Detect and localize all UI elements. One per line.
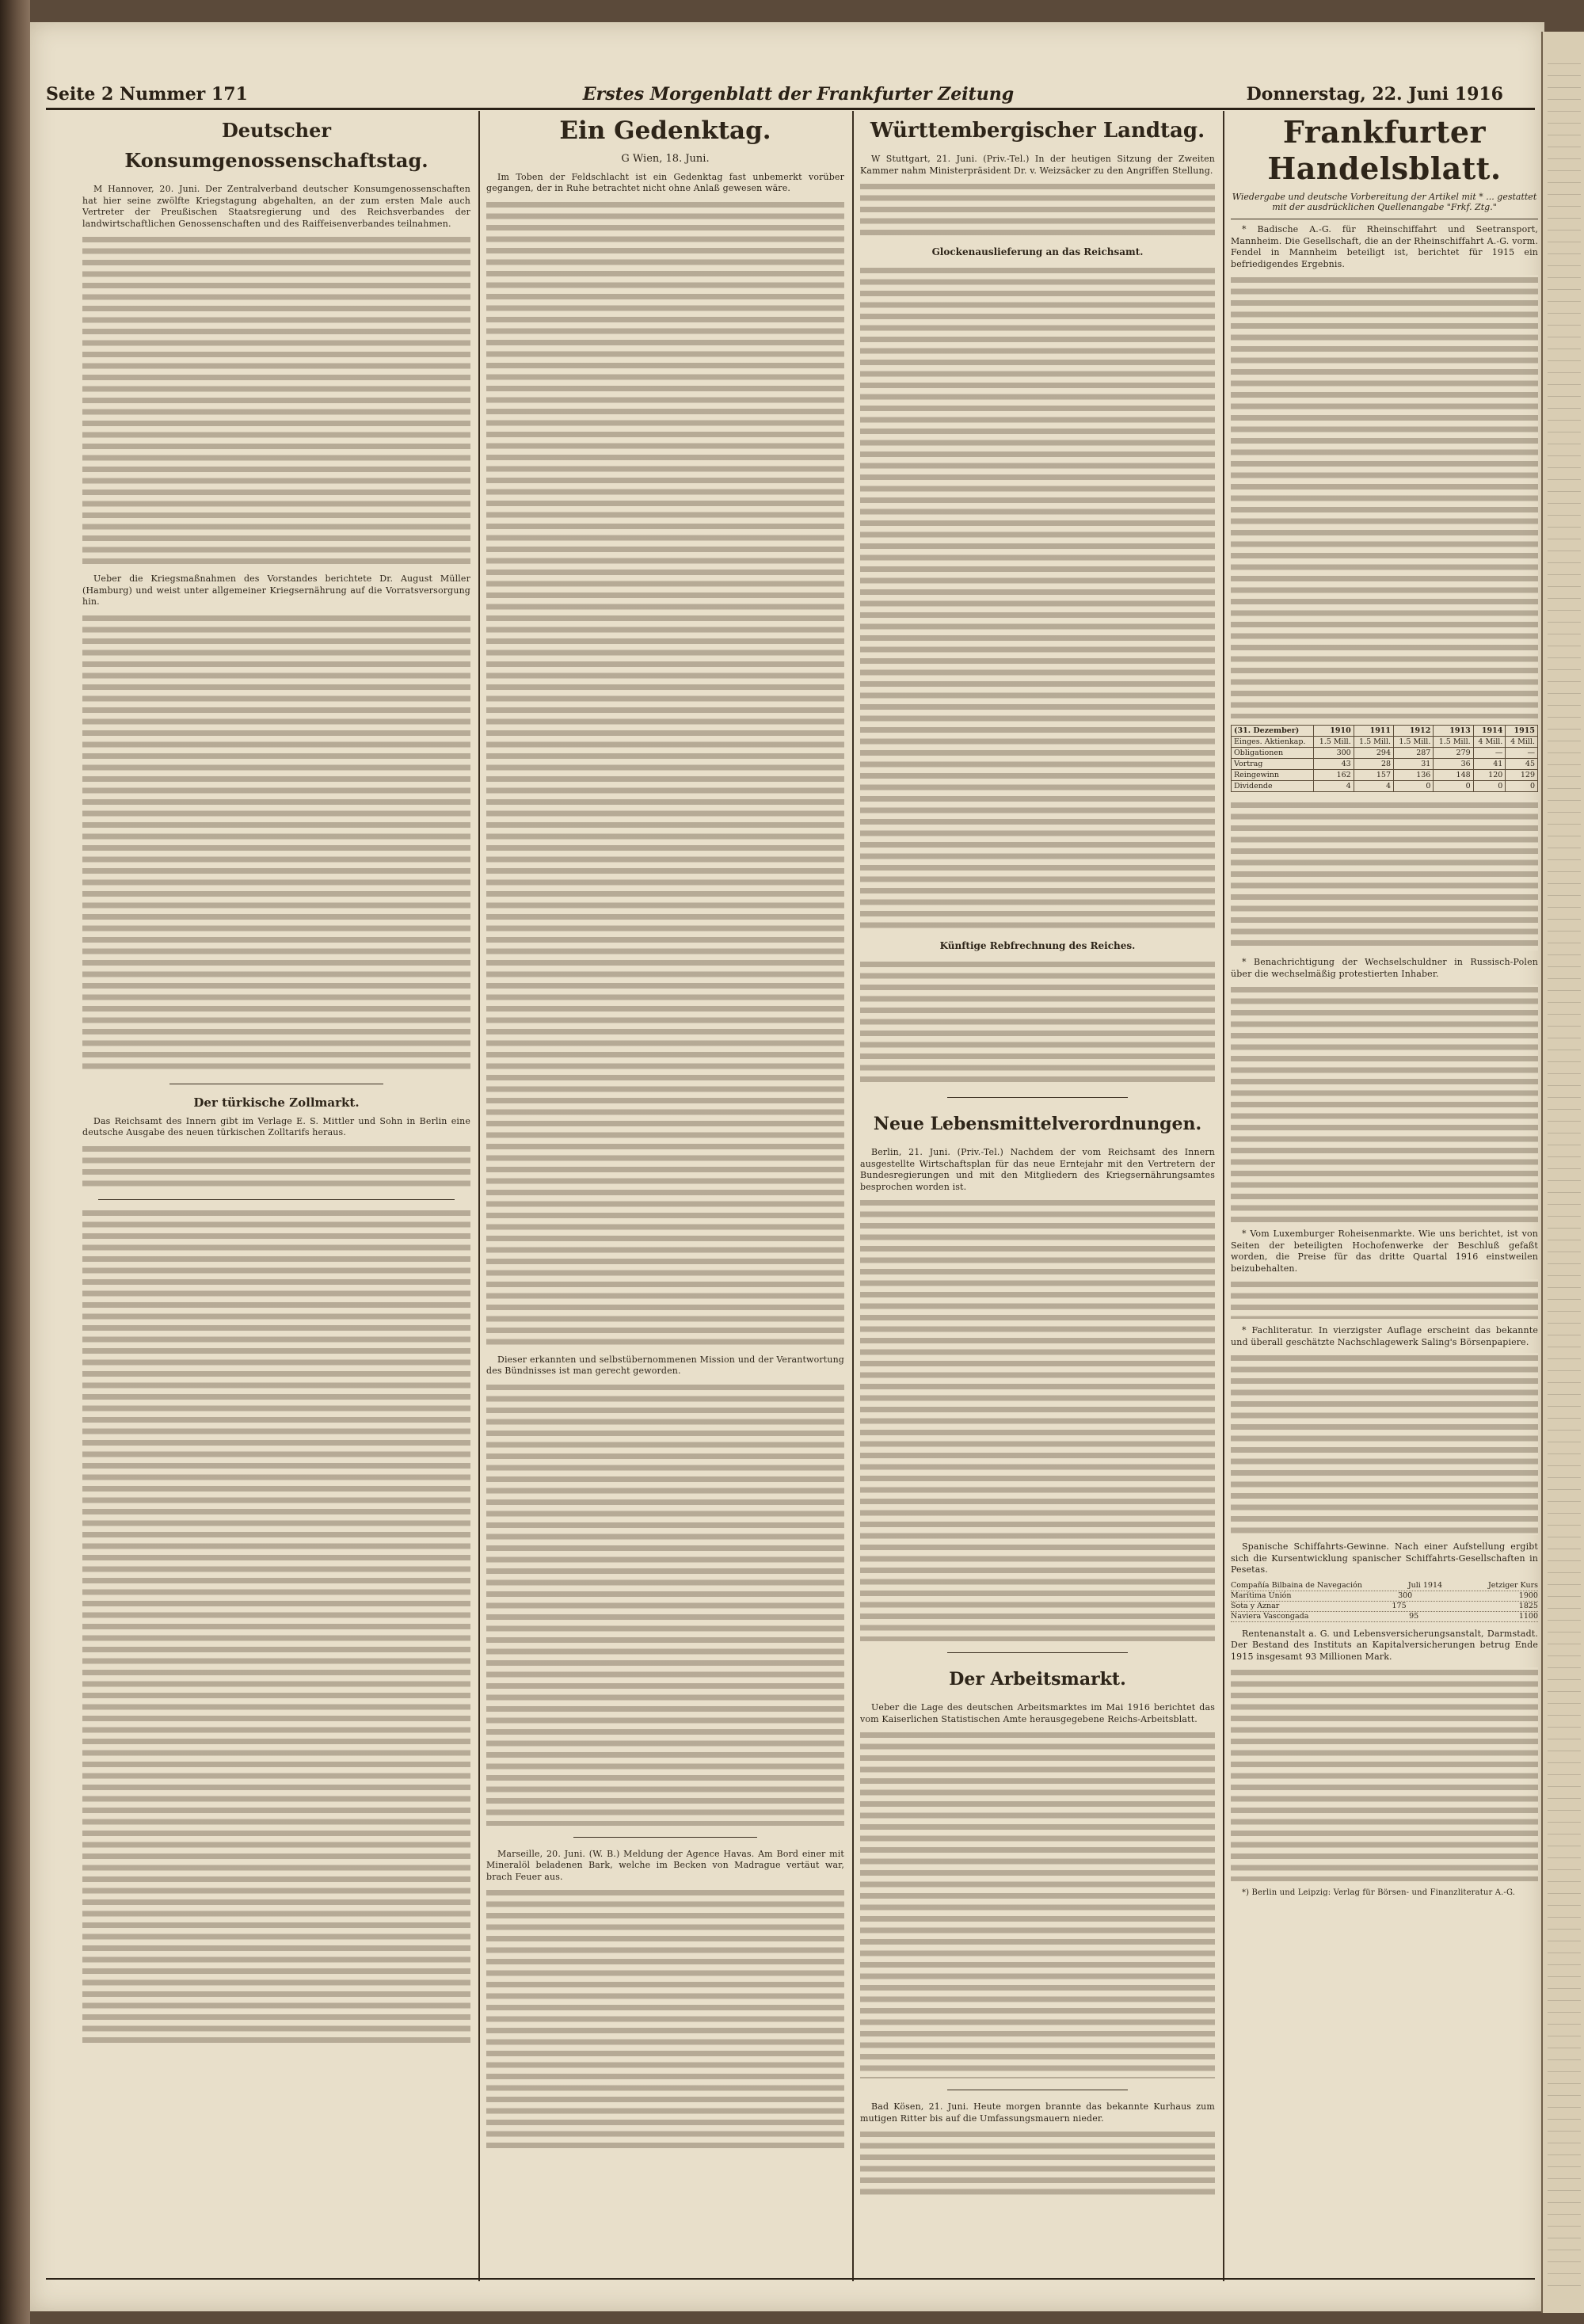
article-text-block [82, 1144, 470, 1191]
table-cell: 287 [1394, 748, 1434, 759]
column-landtag [860, 111, 1215, 2281]
table-cell: Jetziger Kurs [1488, 1580, 1538, 1590]
table-cell: 175 [1392, 1601, 1407, 1610]
table-row [1231, 1602, 1538, 1612]
separator [947, 1652, 1128, 1653]
table-cell: 43 [1314, 759, 1354, 770]
article-paragraph: Berlin, 21. Juni. (Priv.-Tel.) Nachdem der vom Reichsamt des Innern ausgestellte Wirtschaftsplan für das neue Erntejahr mit den Vertretern der Bundesregierungen und mit den Mitgliedern des Kriegsernährungsamtes besprochen worden ist. [860, 1147, 1215, 1192]
table-row [1232, 781, 1538, 792]
book-spine [0, 0, 30, 2324]
reprint-note: Wiedergabe und deutsche Vorbereitung der Artikel mit * ... gestattet mit der ausdrücklichen Quellenangabe "Frkf. Ztg." [1232, 192, 1537, 212]
article-text-block [82, 234, 470, 567]
table-cell: 1900 [1518, 1591, 1538, 1600]
table-cell: 136 [1394, 770, 1434, 781]
article-subtitle: Der türkische Zollmarkt. [193, 1095, 360, 1110]
table-cell: 4 Mill. [1473, 737, 1506, 748]
table-cell: 1.5 Mill. [1314, 737, 1354, 748]
table-cell: Vortrag [1232, 759, 1314, 770]
column-gedenktag [486, 111, 844, 2281]
table-cell: 95 [1409, 1611, 1419, 1621]
article-subtitle: Künftige Rebfrechnung des Reiches. [939, 940, 1136, 951]
article-text-block [82, 613, 470, 1072]
article-paragraph: W Stuttgart, 21. Juni. (Priv.-Tel.) In der heutigen Sitzung der Zweiten Kammer nahm Ministerpräsident Dr. v. Weizsäcker zu den Angriffen Stellung. [860, 154, 1215, 176]
table-cell: 4 Mill. [1506, 737, 1538, 748]
table-header: (31. Dezember) [1232, 726, 1314, 737]
page-header [46, 79, 1535, 106]
article-paragraph: * Fachliteratur. In vierzigster Auflage erscheint das bekannte und überall geschätzte Nachschlagewerk Saling's Börsenpapiere. [1231, 1325, 1538, 1347]
table-cell: 31 [1394, 759, 1434, 770]
table-row [1232, 770, 1538, 781]
table-header: 1910 [1314, 726, 1354, 737]
table-cell: 1825 [1518, 1601, 1538, 1610]
table-cell: 45 [1506, 759, 1538, 770]
article-title: Der Arbeitsmarkt. [949, 1669, 1126, 1690]
article-paragraph: Ueber die Kriegsmaßnahmen des Vorstandes berichtete Dr. August Müller (Hamburg) und weist unter allgemeiner Kriegsernährung auf die Vorratsversorgung hin. [82, 573, 470, 607]
adjacent-page-edge [1541, 32, 1584, 2313]
article-text-block [82, 1208, 470, 2048]
table-cell: 148 [1434, 770, 1473, 781]
article-text-block [1231, 1667, 1538, 1881]
issue-date: Donnerstag, 22. Juni 1916 [1246, 84, 1503, 105]
table-cell: 1.5 Mill. [1394, 737, 1434, 748]
table-row [1232, 748, 1538, 759]
table-cell: 36 [1434, 759, 1473, 770]
table-cell: Dividende [1232, 781, 1314, 792]
article-text-block [1231, 985, 1538, 1222]
table-row [1231, 1581, 1538, 1591]
table-cell: 4 [1314, 781, 1354, 792]
table-cell: 300 [1314, 748, 1354, 759]
table-cell: Compañía Bilbaina de Navegación [1231, 1580, 1362, 1590]
separator [98, 1199, 455, 1200]
separator [573, 1837, 757, 1838]
table-header: 1913 [1434, 726, 1473, 737]
table-cell: 28 [1354, 759, 1393, 770]
publisher-footnote: *) Berlin und Leipzig: Verlag für Börsen- und Finanzliteratur A.-G. [1242, 1888, 1516, 1897]
table-cell: 41 [1473, 759, 1506, 770]
article-text-block [860, 959, 1215, 1086]
table-cell: 0 [1434, 781, 1473, 792]
table-cell: 4 [1354, 781, 1393, 792]
table-row [1232, 737, 1538, 748]
column-konsumgenossenschaftstag [82, 111, 470, 2281]
footer-rule [46, 2278, 1535, 2280]
article-text-block [1231, 800, 1538, 951]
table-cell: 120 [1473, 770, 1506, 781]
article-paragraph: Das Reichsamt des Innern gibt im Verlage E. S. Mittler und Sohn in Berlin eine deutsche Ausgabe des neuen türkischen Zolltarifs heraus. [82, 1115, 470, 1137]
column-handelsblatt [1231, 111, 1538, 2281]
article-text-block [1231, 1279, 1538, 1319]
table-cell: Juli 1914 [1407, 1580, 1443, 1590]
shipping-table [1231, 1581, 1538, 1622]
table-cell: 1.5 Mill. [1434, 737, 1473, 748]
article-text-block [860, 265, 1215, 931]
article-title: Deutscher Konsumgenossenschaftstag. [124, 119, 428, 172]
article-title: Neue Lebensmittelverordnungen. [873, 1114, 1202, 1134]
article-text-block [486, 1888, 844, 2149]
newspaper-edition: Erstes Morgenblatt der Frankfurter Zeitung [582, 84, 1015, 105]
table-header: 1915 [1506, 726, 1538, 737]
table-cell: 0 [1506, 781, 1538, 792]
article-text-block [860, 1198, 1215, 1641]
table-row [1231, 1612, 1538, 1622]
separator [947, 1097, 1128, 1098]
column-rule [1223, 111, 1224, 2281]
table-header: 1911 [1354, 726, 1393, 737]
table-cell: 129 [1506, 770, 1538, 781]
table-cell: 300 [1398, 1591, 1413, 1600]
table-cell: 157 [1354, 770, 1393, 781]
article-paragraph: Marseille, 20. Juni. (W. B.) Meldung der Agence Havas. Am Bord einer mit Mineralöl beladenen Bark, welche im Becken von Madrague vertäut war, brach Feuer aus. [486, 1848, 844, 1882]
article-paragraph: Bad Kösen, 21. Juni. Heute morgen brannte das bekannte Kurhaus zum mutigen Ritter bis auf die Umfassungsmauern nieder. [860, 2101, 1215, 2124]
section-masthead: Frankfurter Handelsblatt. [1267, 114, 1502, 186]
table-cell: — [1473, 748, 1506, 759]
table-row [1232, 759, 1538, 770]
article-text-block [1231, 275, 1538, 718]
table-cell: — [1506, 748, 1538, 759]
table-cell: Reingewinn [1232, 770, 1314, 781]
column-rule [852, 111, 854, 2281]
table-cell: Obligationen [1232, 748, 1314, 759]
article-dateline: G Wien, 18. Juni. [621, 153, 710, 165]
article-paragraph: Im Toben der Feldschlacht ist ein Gedenktag fast unbemerkt vorüber gegangen, der in Ruhe betrachtet nicht ohne Anlaß gewesen wäre. [486, 171, 844, 193]
article-subtitle: Glockenauslieferung an das Reichsamt. [931, 246, 1144, 257]
table-cell: 279 [1434, 748, 1473, 759]
table-cell: Naviera Vascongada [1231, 1611, 1309, 1621]
table-header: 1914 [1473, 726, 1506, 737]
article-text-block [860, 1730, 1215, 2078]
table-row [1231, 1591, 1538, 1602]
table-cell: Sota y Aznar [1231, 1601, 1280, 1610]
page-number: Seite 2 Nummer 171 [46, 84, 248, 105]
column-rule [478, 111, 480, 2281]
article-paragraph: * Vom Luxemburger Roheisenmarkte. Wie uns berichtet, ist von Seiten der beteiligten Hochofenwerke der Beschluß gefaßt worden, die Preise für das dritte Quartal 1916 einstweilen beizubehalten. [1231, 1229, 1538, 1274]
article-text-block [486, 200, 844, 1348]
balance-table [1231, 725, 1538, 792]
article-title: Württembergischer Landtag. [870, 119, 1205, 143]
article-text-block [486, 1382, 844, 1826]
article-paragraph: Spanische Schiffahrts-Gewinne. Nach einer Aufstellung ergibt sich die Kursentwicklung spanischer Schiffahrts-Gesellschaften in Pesetas. [1231, 1541, 1538, 1575]
table-cell: 294 [1354, 748, 1393, 759]
table-cell: 162 [1314, 770, 1354, 781]
article-paragraph: * Benachrichtigung der Wechselschuldner in Russisch-Polen über die wechselmäßig protestierten Inhaber. [1231, 957, 1538, 979]
article-paragraph: Dieser erkannten und selbstübernommenen Mission und der Verantwortung des Bündnisses ist man gerecht geworden. [486, 1354, 844, 1376]
table-cell: 1.5 Mill. [1354, 737, 1393, 748]
table-cell: 0 [1473, 781, 1506, 792]
table-cell: Einges. Aktienkap. [1232, 737, 1314, 748]
article-paragraph: Rentenanstalt a. G. und Lebensversicherungsanstalt, Darmstadt. Der Bestand des Instituts an Kapitalversicherungen betrug Ende 1915 insgesamt 93 Millionen Mark. [1231, 1628, 1538, 1662]
article-text-block [860, 2129, 1215, 2200]
article-text-block [860, 181, 1215, 237]
article-paragraph: * Badische A.-G. für Rheinschiffahrt und Seetransport, Mannheim. Die Gesellschaft, die an der Rheinschiffahrt A.-G. vorm. Fendel in Mannheim beteiligt ist, berichtet für 1915 ein befriedigendes Ergebnis. [1231, 224, 1538, 269]
article-paragraph: M Hannover, 20. Juni. Der Zentralverband deutscher Konsumgenossenschaften hat hier seine zwölfte Kriegstagung abgehalten, an der zum ersten Male auch Vertreter der Preußischen Staatsregierung und des Reichsverbandes der landwirtschaftlichen Genossenschaften und des Raiffeisenverbandes teilnahmen. [82, 184, 470, 229]
article-text-block [1231, 1353, 1538, 1535]
table-cell: 0 [1394, 781, 1434, 792]
table-cell: Marítima Unión [1231, 1591, 1292, 1600]
article-paragraph: Ueber die Lage des deutschen Arbeitsmarktes im Mai 1916 berichtet das vom Kaiserlichen Statistischen Amte herausgegebene Reichs-Arbeitsblatt. [860, 1702, 1215, 1724]
table-header: 1912 [1394, 726, 1434, 737]
article-title: Ein Gedenktag. [559, 116, 771, 145]
table-cell: 1100 [1518, 1611, 1538, 1621]
header-rule [46, 108, 1535, 110]
